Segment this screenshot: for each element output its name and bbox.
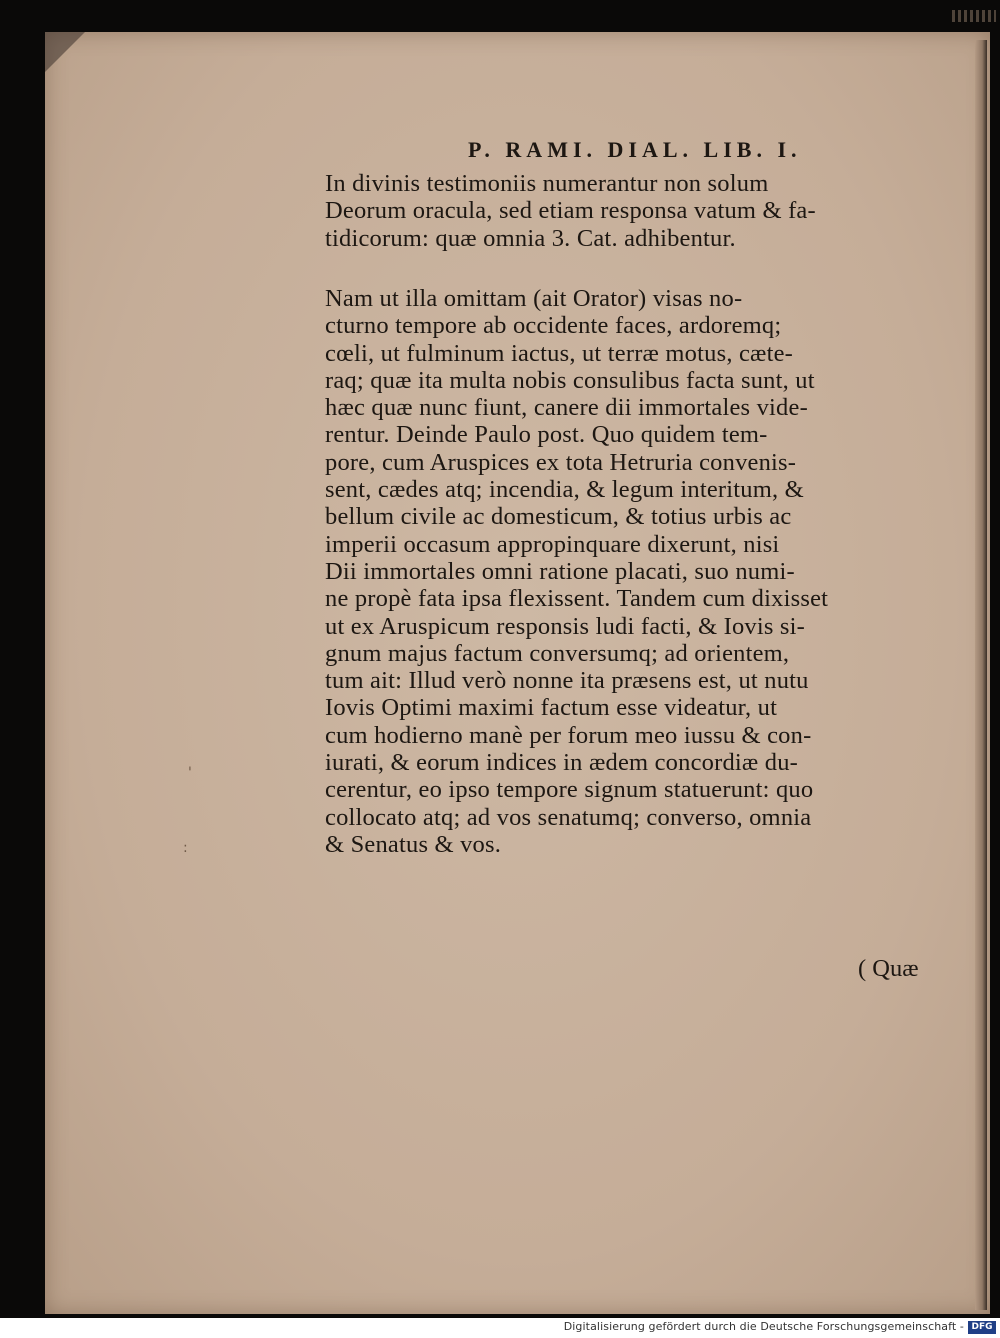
page-edge bbox=[975, 40, 987, 1310]
footer-credit: Digitalisierung gefördert durch die Deutsche Forschungsgemeinschaft - bbox=[563, 1320, 964, 1333]
text-line: bellum civile ac domesticum, & totius urbis ac bbox=[325, 503, 792, 531]
page-corner-fold bbox=[45, 32, 85, 72]
text-line: Dii immortales omni ratione placati, suo numi- bbox=[325, 557, 795, 585]
text-line: imperii occasum appropinquare dixerunt, nisi bbox=[325, 530, 780, 558]
footer-bar bbox=[0, 1318, 1000, 1338]
text-line: sent, cædes atq; incendia, & legum interitum, & bbox=[325, 476, 804, 504]
text-line: ut ex Aruspicum responsis ludi facti, & Iovis si- bbox=[325, 612, 806, 640]
text-line: cerentur, eo ipso tempore signum statuerunt: quo bbox=[325, 776, 814, 804]
text-line: tum ait: Illud verò nonne ita præsens est, ut nutu bbox=[325, 667, 809, 695]
running-header: P. RAMI. DIAL. LIB. I. bbox=[468, 137, 802, 162]
catchword: ( Quæ bbox=[858, 955, 919, 982]
text-line: raq; quæ ita multa nobis consulibus facta sunt, ut bbox=[325, 366, 815, 394]
text-line: cœli, ut fulminum iactus, ut terræ motus, cæte- bbox=[325, 339, 794, 367]
text-line: & Senatus & vos. bbox=[325, 830, 502, 858]
text-line: rentur. Deinde Paulo post. Quo quidem tem- bbox=[325, 421, 768, 449]
text-line: In divinis testimoniis numerantur non solum bbox=[325, 170, 769, 197]
text-line: pore, cum Aruspices ex tota Hetruria convenis- bbox=[325, 448, 797, 476]
text-line: Nam ut illa omittam (ait Orator) visas no- bbox=[325, 285, 743, 312]
scan-edge-marks bbox=[952, 10, 996, 22]
text-line: cum hodierno manè per forum meo iussu & con- bbox=[325, 721, 812, 749]
margin-mark: ' bbox=[188, 765, 192, 781]
text-line: cturno tempore ab occidente faces, ardoremq; bbox=[325, 312, 782, 340]
paragraph-2 bbox=[325, 285, 950, 858]
text-line: iurati, & eorum indices in ædem concordiæ du- bbox=[325, 749, 799, 777]
dfg-logo-icon: DFG bbox=[968, 1321, 996, 1334]
text-line: gnum majus factum conversumq; ad orientem, bbox=[325, 639, 790, 667]
paragraph-1 bbox=[325, 170, 950, 252]
text-line: ne propè fata ipsa flexissent. Tandem cum dixisset bbox=[325, 585, 829, 613]
margin-mark: : bbox=[183, 840, 188, 856]
text-line: Iovis Optimi maximi factum esse videatur, ut bbox=[325, 694, 778, 722]
text-line: hæc quæ nunc fiunt, canere dii immortales vide- bbox=[325, 394, 808, 422]
text-line: collocato atq; ad vos senatumq; converso, omnia bbox=[325, 803, 812, 831]
text-line: Deorum oracula, sed etiam responsa vatum & fa- bbox=[325, 197, 816, 225]
text-line: tidicorum: quæ omnia 3. Cat. adhibentur. bbox=[325, 224, 736, 252]
